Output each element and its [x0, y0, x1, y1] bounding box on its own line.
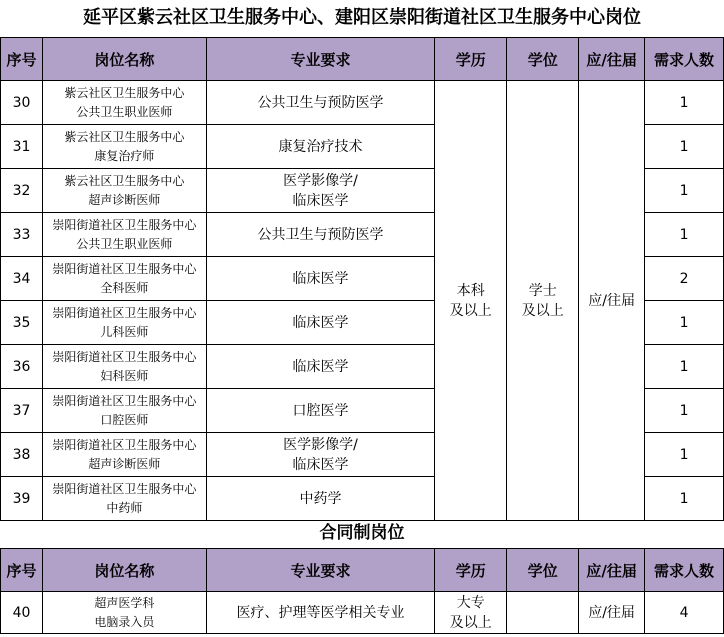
org-name: 超声医学科: [94, 595, 155, 610]
position-name-cell: [42, 433, 206, 477]
org-name: 崇阳街道社区卫生服务中心: [52, 393, 197, 408]
position-name-cell: [42, 345, 206, 389]
count-cell: 1: [645, 81, 724, 125]
position-name-cell: [42, 213, 206, 257]
seq-cell: 39: [1, 477, 43, 521]
job-title: 儿科医师: [100, 324, 149, 339]
major-cell: [206, 345, 435, 389]
cell-line: 临床医学: [292, 358, 349, 375]
position-name-cell: [42, 169, 206, 213]
major-cell: [206, 433, 435, 477]
count-cell: 1: [645, 477, 724, 521]
count-cell: 1: [645, 345, 724, 389]
org-name: 崇阳街道社区卫生服务中心: [52, 217, 197, 232]
cell-line: 及以上: [449, 614, 492, 631]
cell-line: 医学影像学/: [283, 436, 358, 453]
job-title: 超声诊断医师: [88, 192, 161, 207]
header-seq: 序号: [1, 549, 43, 592]
cell-line: 及以上: [449, 302, 492, 319]
major-cell: [206, 125, 435, 169]
table-row: [1, 592, 724, 634]
count-cell: 1: [645, 213, 724, 257]
seq-cell: 40: [1, 592, 43, 634]
position-name-cell: [42, 81, 206, 125]
org-name: 崇阳街道社区卫生服务中心: [52, 481, 197, 496]
major-cell: [206, 477, 435, 521]
cell-line: 中药学: [299, 490, 342, 507]
job-title: 全科医师: [100, 280, 149, 295]
education-cell: [435, 81, 507, 521]
header-position: 岗位名称: [42, 549, 206, 592]
org-name: 崇阳街道社区卫生服务中心: [52, 305, 197, 320]
header-count: 需求人数: [645, 38, 724, 81]
page-title: 延平区紫云社区卫生服务中心、建阳区崇阳街道社区卫生服务中心岗位: [83, 7, 641, 28]
cell-line: 口腔医学: [292, 402, 349, 419]
cell-line: 康复治疗技术: [278, 138, 363, 155]
position-name-cell: [42, 477, 206, 521]
count-cell: 2: [645, 257, 724, 301]
position-name-cell: [42, 389, 206, 433]
major-cell: [206, 213, 435, 257]
header-major: 专业要求: [206, 549, 435, 592]
header-count: 需求人数: [645, 549, 724, 592]
header-degree: 学位: [507, 549, 579, 592]
cell-line: 公共卫生与预防医学: [257, 226, 384, 243]
seq-cell: 34: [1, 257, 43, 301]
seq-cell: 33: [1, 213, 43, 257]
cell-line: 医学影像学/: [283, 172, 358, 189]
header-major: 专业要求: [206, 38, 435, 81]
job-title: 康复治疗师: [94, 148, 155, 163]
count-cell: 1: [645, 389, 724, 433]
contract-header-row: [1, 549, 724, 592]
cell-line: 公共卫生与预防医学: [257, 94, 384, 111]
position-name-cell: [42, 125, 206, 169]
position-name-cell: [42, 301, 206, 345]
cell-line: 临床医学: [292, 456, 349, 473]
job-title: 超声诊断医师: [88, 456, 161, 471]
job-title: 口腔医师: [100, 412, 149, 427]
cell-line: 大专: [456, 594, 485, 611]
graduate-cell: 应/往届: [579, 592, 645, 634]
seq-cell: 37: [1, 389, 43, 433]
header-education: 学历: [435, 38, 507, 81]
header-graduate: 应/往届: [579, 38, 645, 81]
position-name-cell: [42, 257, 206, 301]
org-name: 紫云社区卫生服务中心: [64, 85, 185, 100]
seq-cell: 31: [1, 125, 43, 169]
cell-line: 及以上: [521, 302, 564, 319]
degree-cell: [507, 81, 579, 521]
header-education: 学历: [435, 549, 507, 592]
education-cell: [435, 592, 507, 634]
count-cell: 1: [645, 169, 724, 213]
contract-title: 合同制岗位: [319, 523, 405, 543]
job-title: 公共卫生职业医师: [76, 236, 173, 251]
count-cell: 4: [645, 592, 724, 634]
major-cell: [206, 301, 435, 345]
org-name: 崇阳街道社区卫生服务中心: [52, 349, 197, 364]
header-position: 岗位名称: [42, 38, 206, 81]
degree-cell: [507, 592, 579, 634]
count-cell: 1: [645, 125, 724, 169]
positions-table: [0, 37, 724, 521]
count-cell: 1: [645, 301, 724, 345]
cell-line: 本科: [456, 282, 485, 299]
table-row: [1, 81, 724, 125]
major-cell: 医疗、护理等医学相关专业: [206, 592, 435, 634]
cell-line: 学士: [528, 282, 557, 299]
cell-line: 临床医学: [292, 270, 349, 287]
cell-line: 临床医学: [292, 314, 349, 331]
seq-cell: 32: [1, 169, 43, 213]
org-name: 紫云社区卫生服务中心: [64, 173, 185, 188]
org-name: 崇阳街道社区卫生服务中心: [52, 437, 197, 452]
job-title: 妇科医师: [100, 368, 149, 383]
cell-line: 临床医学: [292, 192, 349, 209]
header-graduate: 应/往届: [579, 549, 645, 592]
major-cell: [206, 257, 435, 301]
major-cell: [206, 81, 435, 125]
header-seq: 序号: [1, 38, 43, 81]
job-title: 电脑录入员: [94, 614, 155, 629]
contract-table: [0, 548, 724, 634]
count-cell: 1: [645, 433, 724, 477]
major-cell: [206, 389, 435, 433]
job-title: 中药师: [106, 500, 143, 515]
major-cell: [206, 169, 435, 213]
org-name: 崇阳街道社区卫生服务中心: [52, 261, 197, 276]
org-name: 紫云社区卫生服务中心: [64, 129, 185, 144]
seq-cell: 36: [1, 345, 43, 389]
position-name-cell: [42, 592, 206, 634]
graduate-cell: 应/往届: [579, 81, 645, 521]
job-title: 公共卫生职业医师: [76, 104, 173, 119]
seq-cell: 30: [1, 81, 43, 125]
seq-cell: 35: [1, 301, 43, 345]
seq-cell: 38: [1, 433, 43, 477]
table-header-row: [1, 38, 724, 81]
header-degree: 学位: [507, 38, 579, 81]
